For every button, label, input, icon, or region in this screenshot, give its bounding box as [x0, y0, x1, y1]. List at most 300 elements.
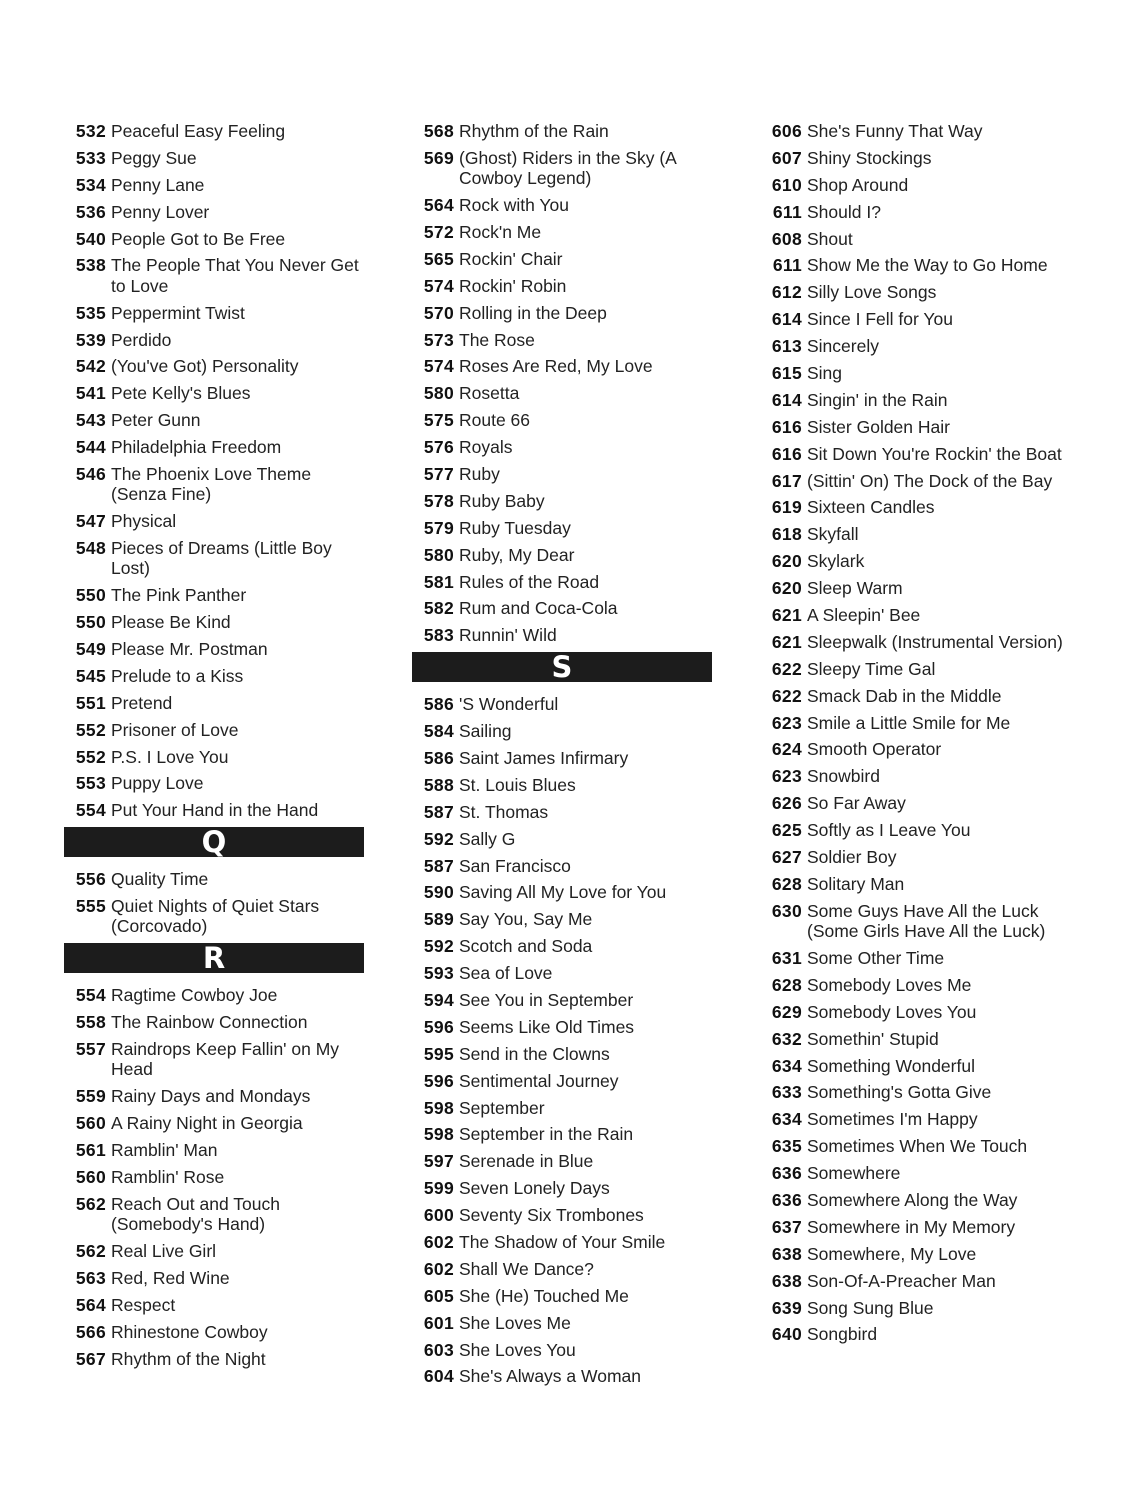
- page-number: 635: [771, 1136, 802, 1157]
- song-title: Seventy Six Trombones: [459, 1205, 644, 1226]
- song-title: Sally G: [459, 828, 516, 849]
- song-title: Put Your Hand in the Hand: [111, 800, 319, 821]
- index-entry: [760, 309, 1080, 329]
- page-number: 581: [423, 571, 454, 592]
- page-number: 588: [423, 774, 454, 795]
- index-entry: [760, 659, 1080, 679]
- index-entry: [64, 303, 364, 323]
- page-number: 564: [75, 1294, 106, 1315]
- song-title: Songbird: [807, 1324, 878, 1345]
- song-title: Son-Of-A-Preacher Man: [807, 1270, 996, 1291]
- song-title: Somebody Loves You: [807, 1001, 977, 1022]
- song-title: Something's Gotta Give: [807, 1082, 992, 1103]
- song-title: Real Live Girl: [111, 1241, 217, 1262]
- song-title: She (He) Touched Me: [459, 1285, 629, 1306]
- song-title: Sixteen Candles: [807, 497, 935, 518]
- page-number: 552: [75, 746, 106, 767]
- index-entry: [412, 303, 712, 323]
- page-number: 567: [75, 1348, 106, 1369]
- song-title: Pete Kelly's Blues: [111, 383, 251, 404]
- song-title: Shiny Stockings: [807, 147, 932, 168]
- index-entry: [760, 524, 1080, 544]
- index-entry: [760, 1056, 1080, 1076]
- page-number: 614: [771, 309, 802, 330]
- song-title: Rhinestone Cowboy: [111, 1321, 268, 1342]
- index-entry: [412, 721, 712, 741]
- index-entry: [412, 1151, 712, 1171]
- page-number: 547: [75, 511, 106, 532]
- index-entry: [412, 1178, 712, 1198]
- song-title: Sometimes When We Touch: [807, 1136, 1028, 1157]
- page-number: 563: [75, 1267, 106, 1288]
- song-title: Ruby, My Dear: [459, 544, 575, 565]
- song-title: A Sleepin' Bee: [807, 605, 921, 626]
- page-number: 610: [771, 174, 802, 195]
- page-number: 620: [771, 578, 802, 599]
- index-entry: [760, 874, 1080, 894]
- page-number: 534: [75, 174, 106, 195]
- song-title: Rules of the Road: [459, 571, 600, 592]
- song-title: San Francisco: [459, 855, 571, 876]
- page-number: 603: [423, 1339, 454, 1360]
- page-number: 564: [423, 195, 454, 216]
- page-number: 541: [75, 383, 106, 404]
- song-title: A Rainy Night in Georgia: [111, 1113, 303, 1134]
- index-entry: [412, 748, 712, 768]
- page-number: 622: [771, 685, 802, 706]
- page-number: 590: [423, 882, 454, 903]
- song-title: Respect: [111, 1294, 176, 1315]
- index-entry: [64, 1322, 364, 1342]
- page-number: 533: [75, 147, 106, 168]
- index-entry: [760, 336, 1080, 356]
- index-entry: [412, 1098, 712, 1118]
- index-entry: [760, 148, 1080, 168]
- page-number: 558: [75, 1012, 106, 1033]
- index-entry: [760, 551, 1080, 571]
- index-column-1: [64, 121, 364, 1376]
- index-entry: [760, 766, 1080, 786]
- song-title: Sailing: [459, 721, 512, 742]
- index-entry: [64, 202, 364, 222]
- page-number: 626: [771, 793, 802, 814]
- index-entry: [412, 802, 712, 822]
- song-title: Puppy Love: [111, 773, 204, 794]
- page-number: 606: [771, 121, 802, 141]
- page-number: 535: [75, 302, 106, 323]
- page-number: 628: [771, 974, 802, 995]
- page-number: 559: [75, 1086, 106, 1107]
- index-entry: [412, 121, 712, 141]
- index-entry: [412, 909, 712, 929]
- page-number: 611: [772, 255, 802, 276]
- index-entry: [412, 464, 712, 484]
- index-entry: [64, 720, 364, 740]
- index-entry: [760, 1244, 1080, 1264]
- page-number: 542: [75, 356, 106, 377]
- index-entry: [64, 383, 364, 403]
- page-number: 636: [771, 1190, 802, 1211]
- index-entry: [64, 1167, 364, 1187]
- page-number: 602: [423, 1258, 454, 1279]
- song-title: 'S Wonderful: [459, 694, 559, 715]
- song-title: The People That You Never Get to Love: [111, 255, 359, 296]
- index-entry: [64, 1012, 364, 1032]
- page-number: 554: [75, 985, 106, 1006]
- index-entry: [412, 249, 712, 269]
- index-entry: [412, 694, 712, 714]
- page-number: 640: [771, 1324, 802, 1345]
- song-title: Sing: [807, 363, 843, 384]
- page-number: 574: [423, 275, 454, 296]
- index-entry: [412, 383, 712, 403]
- page-number: 570: [423, 302, 454, 323]
- song-title: Smooth Operator: [807, 739, 942, 760]
- index-entry: [412, 1313, 712, 1333]
- index-entry: [64, 1241, 364, 1261]
- page-number: 613: [771, 336, 802, 357]
- index-entry: [760, 820, 1080, 840]
- index-entry: [412, 356, 712, 376]
- index-entry: [64, 985, 364, 1005]
- page-number: 596: [423, 1070, 454, 1091]
- page-number: 602: [423, 1232, 454, 1253]
- page-number: 621: [771, 631, 802, 652]
- page-number: 599: [423, 1178, 454, 1199]
- page-number: 586: [423, 748, 454, 768]
- page-number: 576: [423, 437, 454, 458]
- song-title: Somewhere, My Love: [807, 1243, 977, 1264]
- page-number: 625: [771, 820, 802, 841]
- page-number: 540: [75, 228, 106, 249]
- page-number: 557: [75, 1039, 106, 1060]
- page-number: 614: [771, 389, 802, 410]
- section-header-s: S: [412, 652, 712, 682]
- page-number: 555: [75, 896, 106, 917]
- song-title: Seven Lonely Days: [459, 1178, 610, 1199]
- song-title: She Loves Me: [459, 1312, 571, 1333]
- song-title: Rosetta: [459, 383, 520, 404]
- page-number: 568: [423, 121, 454, 141]
- song-title: Sincerely: [807, 336, 879, 357]
- index-entry: [412, 545, 712, 565]
- page-number: 532: [75, 121, 106, 141]
- song-title: P.S. I Love You: [111, 746, 229, 767]
- song-title: The Rose: [459, 329, 535, 350]
- index-entry: [760, 1298, 1080, 1318]
- song-title: (Sittin' On) The Dock of the Bay: [807, 470, 1053, 491]
- song-title: She's Always a Woman: [459, 1366, 641, 1387]
- song-title: The Pink Panther: [111, 585, 247, 606]
- song-title: Silly Love Songs: [807, 282, 937, 303]
- page-number: 601: [423, 1312, 454, 1333]
- index-entry: [760, 1324, 1080, 1344]
- page-number: 580: [423, 383, 454, 404]
- index-entry: [64, 538, 364, 579]
- song-title: Somewhere: [807, 1163, 901, 1184]
- song-title: Softly as I Leave You: [807, 820, 971, 841]
- song-title: Runnin' Wild: [459, 625, 557, 646]
- page-number: 615: [771, 363, 802, 384]
- index-entry: [412, 330, 712, 350]
- index-entry: [64, 1113, 364, 1133]
- page-number: 561: [75, 1140, 106, 1161]
- page-number: 554: [75, 800, 106, 821]
- page-number: 624: [771, 739, 802, 760]
- page-number: 623: [771, 766, 802, 787]
- index-entry: [760, 1190, 1080, 1210]
- index-entry: [760, 1163, 1080, 1183]
- song-title: September in the Rain: [459, 1124, 634, 1145]
- index-entry: [412, 1366, 712, 1386]
- song-title: Serenade in Blue: [459, 1151, 594, 1172]
- page-number: 578: [423, 490, 454, 511]
- page-number: 575: [423, 410, 454, 431]
- index-entry: [412, 410, 712, 430]
- index-entry: [760, 847, 1080, 867]
- index-entry: [760, 417, 1080, 437]
- index-entry: [412, 598, 712, 618]
- index-entry: [64, 255, 364, 296]
- song-title: Since I Fell for You: [807, 309, 953, 330]
- index-entry: [64, 1086, 364, 1106]
- index-entry: [64, 896, 364, 937]
- song-title: She Loves You: [459, 1339, 576, 1360]
- song-title: September: [459, 1097, 545, 1118]
- page-number: 573: [423, 329, 454, 350]
- song-title: Please Mr. Postman: [111, 639, 268, 660]
- index-entry: [760, 1217, 1080, 1237]
- song-title: People Got to Be Free: [111, 228, 286, 249]
- song-title: Skyfall: [807, 524, 859, 545]
- song-title: Ruby Baby: [459, 490, 545, 511]
- index-entry: [412, 1044, 712, 1064]
- page-number: 562: [75, 1241, 106, 1262]
- index-entry: [760, 255, 1080, 275]
- song-title: Ruby Tuesday: [459, 517, 571, 538]
- song-title: (You've Got) Personality: [111, 356, 299, 377]
- page-number: 546: [75, 463, 106, 484]
- page-number: 584: [423, 721, 454, 742]
- page-number: 611: [772, 201, 802, 222]
- index-entry: [760, 686, 1080, 706]
- index-entry: [412, 1205, 712, 1225]
- page-number: 552: [75, 719, 106, 740]
- page-number: 622: [771, 658, 802, 679]
- page-number: 566: [75, 1321, 106, 1342]
- index-entry: [64, 229, 364, 249]
- song-title: Red, Red Wine: [111, 1267, 230, 1288]
- page-number: 617: [771, 470, 802, 491]
- page-number: 553: [75, 773, 106, 794]
- page-number: 621: [771, 605, 802, 626]
- song-title: Snowbird: [807, 766, 880, 787]
- index-entry: [760, 713, 1080, 733]
- index-entry: [412, 1071, 712, 1091]
- index-entry: [760, 444, 1080, 464]
- index-entry: [760, 739, 1080, 759]
- song-title: Peggy Sue: [111, 147, 197, 168]
- index-entry: [64, 356, 364, 376]
- page-number: 593: [423, 963, 454, 984]
- index-entry: [64, 1268, 364, 1288]
- song-title: Sleep Warm: [807, 578, 903, 599]
- page-number: 569: [423, 147, 454, 168]
- index-column-3: [760, 121, 1080, 1351]
- index-entry: [64, 773, 364, 793]
- index-entry: [64, 1039, 364, 1080]
- index-entry: [412, 1259, 712, 1279]
- song-title: Somewhere in My Memory: [807, 1216, 1016, 1237]
- index-entry: [412, 276, 712, 296]
- song-title: Rhythm of the Night: [111, 1348, 266, 1369]
- index-entry: [760, 605, 1080, 625]
- page-number: 597: [423, 1151, 454, 1172]
- song-title: Peppermint Twist: [111, 302, 245, 323]
- index-entry: [760, 632, 1080, 652]
- index-entry: [412, 990, 712, 1010]
- song-title: Rolling in the Deep: [459, 302, 607, 323]
- page-number: 630: [771, 900, 802, 921]
- page-number: 633: [771, 1082, 802, 1103]
- index-entry: [64, 693, 364, 713]
- page-number: 600: [423, 1205, 454, 1226]
- index-entry: [760, 282, 1080, 302]
- song-title: Somewhere Along the Way: [807, 1190, 1018, 1211]
- index-entry: [760, 175, 1080, 195]
- index-entry: [64, 1295, 364, 1315]
- song-title: Smack Dab in the Middle: [807, 685, 1002, 706]
- page-number: 550: [75, 585, 106, 606]
- song-title: Shall We Dance?: [459, 1258, 594, 1279]
- section-header-r: R: [64, 943, 364, 973]
- page-number: 634: [771, 1109, 802, 1130]
- song-title: Ramblin' Rose: [111, 1166, 225, 1187]
- song-title: Peter Gunn: [111, 410, 201, 431]
- page-number: 638: [771, 1270, 802, 1291]
- index-entry: [64, 437, 364, 457]
- index-entry: [760, 471, 1080, 491]
- song-title: Something Wonderful: [807, 1055, 975, 1076]
- song-title: Penny Lover: [111, 201, 210, 222]
- page-number: 586: [423, 694, 454, 715]
- song-title: Quality Time: [111, 869, 209, 890]
- page-number: 572: [423, 221, 454, 242]
- song-title: Penny Lane: [111, 174, 205, 195]
- page-number: 574: [423, 356, 454, 377]
- page-number: 577: [423, 463, 454, 484]
- song-title: Route 66: [459, 410, 531, 431]
- index-entry: [760, 390, 1080, 410]
- index-entry: [64, 410, 364, 430]
- index-entry: [64, 511, 364, 531]
- index-entry: [760, 497, 1080, 517]
- page-number: 618: [771, 524, 802, 545]
- index-entry: [760, 1002, 1080, 1022]
- page-number: 637: [771, 1216, 802, 1237]
- page-number: 612: [771, 282, 802, 303]
- section-header-q: Q: [64, 827, 364, 857]
- page-number: 562: [75, 1193, 106, 1214]
- index-entry: [412, 882, 712, 902]
- index-entry: [64, 666, 364, 686]
- index-column-2: [412, 121, 712, 1393]
- song-title: Shout: [807, 228, 853, 249]
- song-title: Sentimental Journey: [459, 1070, 619, 1091]
- index-entry: [412, 222, 712, 242]
- song-title: Sometimes I'm Happy: [807, 1109, 978, 1130]
- song-title: Rainy Days and Mondays: [111, 1086, 311, 1107]
- page-number: 556: [75, 869, 106, 890]
- index-entry: [760, 975, 1080, 995]
- page-number: 608: [771, 228, 802, 249]
- page-number: 544: [75, 437, 106, 458]
- page-number: 627: [771, 847, 802, 868]
- song-title: Somebody Loves Me: [807, 974, 972, 995]
- index-entry: [64, 800, 364, 820]
- index-entry: [64, 1194, 364, 1235]
- song-title: Show Me the Way to Go Home: [807, 255, 1048, 276]
- page-number: 629: [771, 1001, 802, 1022]
- page-number: 619: [771, 497, 802, 518]
- song-title: Shop Around: [807, 174, 909, 195]
- index-entry: [412, 437, 712, 457]
- page-number: 582: [423, 598, 454, 619]
- page-number: 592: [423, 828, 454, 849]
- index-entry: [760, 793, 1080, 813]
- song-title: Rockin' Chair: [459, 248, 563, 269]
- page-number: 550: [75, 612, 106, 633]
- index-entry: [412, 775, 712, 795]
- page-number: 589: [423, 909, 454, 930]
- index-entry: [64, 612, 364, 632]
- page-number: 631: [771, 948, 802, 969]
- index-entry: [760, 229, 1080, 249]
- page-number: 595: [423, 1043, 454, 1064]
- index-entry: [412, 195, 712, 215]
- page-number: 639: [771, 1297, 802, 1318]
- song-title: Soldier Boy: [807, 847, 897, 868]
- page-number: 551: [75, 692, 106, 713]
- page-number: 623: [771, 712, 802, 733]
- song-title: Roses Are Red, My Love: [459, 356, 653, 377]
- song-title: Should I?: [807, 201, 881, 222]
- index-entry: [760, 1271, 1080, 1291]
- page-number: 616: [771, 416, 802, 437]
- song-title: Saint James Infirmary: [459, 748, 629, 768]
- index-entry: [760, 578, 1080, 598]
- song-title: Some Guys Have All the Luck (Some Girls Have All the Luck): [807, 900, 1046, 942]
- song-title: Singin' in the Rain: [807, 389, 948, 410]
- index-entry: [412, 856, 712, 876]
- index-entry: [64, 585, 364, 605]
- index-entry: [64, 1140, 364, 1160]
- song-title: Raindrops Keep Fallin' on My Head: [111, 1039, 340, 1080]
- song-title: Scotch and Soda: [459, 936, 593, 957]
- song-title: Say You, Say Me: [459, 909, 593, 930]
- index-entry: [412, 148, 712, 189]
- page-number: 594: [423, 990, 454, 1011]
- song-title: Pieces of Dreams (Little Boy Lost): [111, 538, 332, 579]
- song-title: See You in September: [459, 990, 634, 1011]
- index-entry: [760, 121, 1080, 141]
- page-number: 543: [75, 410, 106, 431]
- index-entry: [760, 1136, 1080, 1156]
- song-title: So Far Away: [807, 793, 906, 814]
- song-title: Rhythm of the Rain: [459, 121, 609, 141]
- song-title: Sea of Love: [459, 963, 553, 984]
- index-entry: [760, 1082, 1080, 1102]
